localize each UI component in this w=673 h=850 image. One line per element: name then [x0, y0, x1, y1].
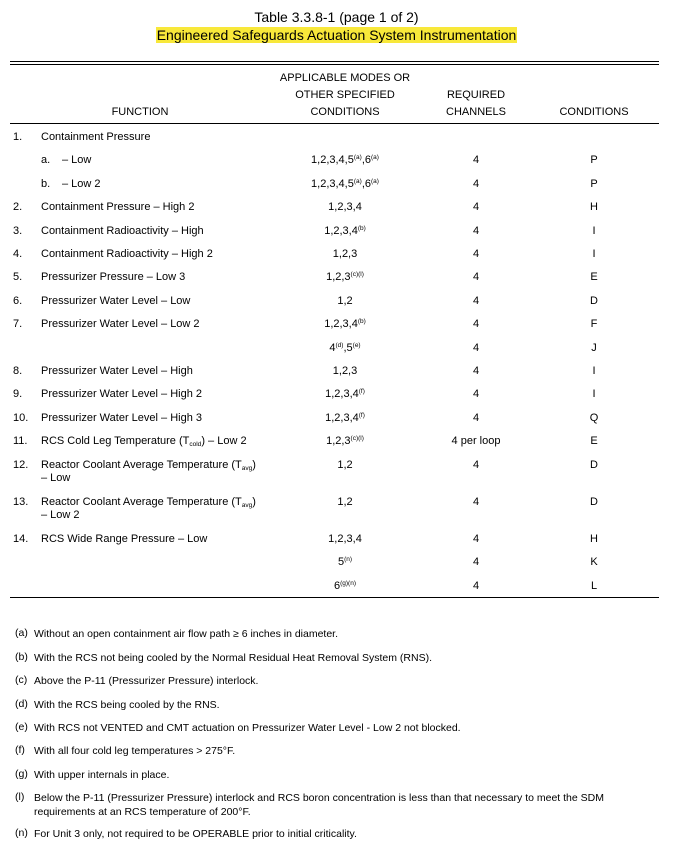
row-channels: 4: [472, 496, 480, 508]
footnote-text: With the RCS being cooled by the RNS.: [34, 699, 220, 711]
row-letter: a.: [41, 154, 51, 166]
header-modes-line2: OTHER SPECIFIED: [295, 89, 395, 101]
header-modes-line3: CONDITIONS: [310, 106, 380, 118]
row-modes: 1,2: [337, 295, 353, 307]
table-row: [0, 201, 673, 217]
row-channels: 4: [472, 248, 480, 260]
row-channels: 4: [472, 533, 480, 545]
top-rule-2: [10, 64, 659, 65]
row-modes: 1,2,3,4$^{(b)}$: [324, 318, 366, 330]
row-number: 3.: [13, 225, 23, 237]
row-function: – Low: [62, 154, 92, 166]
row-number: 7.: [13, 318, 23, 330]
table-row: [0, 295, 673, 311]
table-row: [0, 154, 673, 170]
table-row: [0, 435, 673, 451]
row-function: Pressurizer Water Level – High 3: [41, 412, 202, 424]
row-channels: 4: [472, 178, 480, 190]
footnote-label: (d): [15, 698, 28, 710]
row-channels: 4: [472, 225, 480, 237]
row-function: Pressurizer Water Level – High: [41, 365, 193, 377]
row-modes: 1,2,3,4$^{(f)}$: [325, 412, 365, 424]
top-rule-1: [10, 61, 659, 62]
row-condition: F: [590, 318, 598, 330]
footnote-label: (c): [15, 674, 28, 686]
table-row: [0, 496, 673, 526]
footnote-label: (g): [15, 768, 28, 780]
footnote-label: (b): [15, 651, 28, 663]
table-row: [0, 533, 673, 549]
row-condition: P: [590, 178, 598, 190]
row-function-line2: – Low: [41, 472, 71, 484]
row-condition: D: [590, 295, 598, 307]
table-row: [0, 248, 673, 264]
footnote-label: (l): [15, 791, 25, 803]
row-number: 2.: [13, 201, 23, 213]
table-row: [0, 225, 673, 241]
footnote-text: With the RCS not being cooled by the Normal Residual Heat Removal System (RNS).: [34, 652, 432, 664]
row-channels: 4: [472, 318, 480, 330]
row-function: Containment Pressure: [41, 131, 151, 143]
row-modes: $1,2,3^{(c)(l)}$: [326, 435, 364, 447]
row-function: RCS Cold Leg Temperature $(T_{cold})$ – Low 2: [41, 435, 247, 448]
table-row: [0, 556, 673, 572]
row-condition: J: [591, 342, 597, 354]
row-number: 9.: [13, 388, 23, 400]
row-number: 8.: [13, 365, 23, 377]
row-channels: 4: [472, 388, 480, 400]
row-number: 12.: [13, 459, 29, 471]
table-row: [0, 342, 673, 358]
table-row: [0, 580, 673, 596]
row-condition: H: [590, 201, 598, 213]
row-modes: $6^{(g)(n)}$: [333, 580, 356, 592]
row-modes: 1,2,3,4: [328, 533, 362, 545]
row-function-line2: – Low 2: [41, 509, 80, 521]
footnote-text: Without an open containment air flow path ≥ 6 inches in diameter.: [34, 628, 339, 640]
row-function: Pressurizer Water Level – High 2: [41, 388, 202, 400]
row-modes: 1,2: [337, 459, 353, 471]
row-function: Containment Radioactivity – High: [41, 225, 204, 237]
footnote-label: (n): [15, 827, 28, 839]
table-subtitle: [0, 27, 673, 43]
row-channels: 4: [472, 412, 480, 424]
row-number: 10.: [13, 412, 29, 424]
row-condition: D: [590, 496, 598, 508]
row-modes: 5$^{(n)}$: [337, 556, 353, 568]
row-condition: D: [590, 459, 598, 471]
row-modes: 4$^{(d)}$,5$^{(e)}$: [329, 342, 361, 354]
footnote-text: With upper internals in place.: [34, 769, 170, 781]
row-channels: 4: [472, 459, 480, 471]
row-modes: 1,2,3: [332, 365, 358, 377]
row-condition: L: [590, 580, 598, 592]
row-modes: 1,2,3,4: [328, 201, 362, 213]
footnote-label: (a): [15, 627, 28, 639]
footnote-label: (e): [15, 721, 28, 733]
row-number: 5.: [13, 271, 23, 283]
row-function: – Low 2: [62, 178, 101, 190]
header-modes-line1: APPLICABLE MODES OR: [279, 72, 411, 84]
row-modes: 1,2,3,4,5$^{(a)}$,6$^{(a)}$: [311, 154, 379, 166]
row-number: 13.: [13, 496, 29, 508]
row-modes: 1,2,3,4$^{(f)}$: [325, 388, 365, 400]
bottom-rule: [10, 597, 659, 598]
row-condition: E: [590, 435, 598, 447]
footnote-text: With RCS not VENTED and CMT actuation on Pressurizer Water Level - Low 2 not blocked.: [34, 722, 461, 734]
table-row: [0, 131, 673, 147]
row-number: 14.: [13, 533, 29, 545]
row-channels: 4: [472, 154, 480, 166]
header-channels-line1: REQUIRED: [446, 89, 506, 101]
row-condition: I: [592, 225, 596, 237]
row-condition: I: [592, 388, 596, 400]
row-number: 6.: [13, 295, 23, 307]
row-function: Reactor Coolant Average Temperature $(T_{avg})$: [41, 496, 256, 509]
table-row: [0, 412, 673, 428]
row-modes: $1,2,3^{(c)(l)}$: [326, 271, 364, 283]
row-condition: P: [590, 154, 598, 166]
footnote-text: For Unit 3 only, not required to be OPERABLE prior to initial criticality.: [34, 828, 357, 840]
footnote-text: With all four cold leg temperatures > 275°F.: [34, 745, 236, 757]
row-condition: K: [590, 556, 598, 568]
row-function: RCS Wide Range Pressure – Low: [41, 533, 208, 545]
row-function: Pressurizer Pressure – Low 3: [41, 271, 186, 283]
row-modes: 1,2: [337, 496, 353, 508]
header-rule: [10, 123, 659, 124]
row-condition: H: [590, 533, 598, 545]
row-number: 4.: [13, 248, 23, 260]
row-function: Pressurizer Water Level – Low: [41, 295, 191, 307]
row-number: 1.: [13, 131, 23, 143]
header-function: FUNCTION: [111, 106, 169, 118]
row-modes: 1,2,3: [332, 248, 358, 260]
header-conditions: CONDITIONS: [559, 106, 629, 118]
header-channels: [426, 87, 526, 121]
row-letter: b.: [41, 178, 51, 190]
row-condition: Q: [589, 412, 599, 424]
table-row: [0, 365, 673, 381]
row-condition: I: [592, 248, 596, 260]
row-channels: 4: [472, 556, 480, 568]
table-title: Table 3.3.8-1 (page 1 of 2): [254, 9, 419, 25]
footnote-label: (f): [15, 744, 25, 756]
row-channels: 4: [472, 295, 480, 307]
row-channels: 4: [472, 580, 480, 592]
row-modes: 1,2,3,4$^{(b)}$: [324, 225, 366, 237]
row-function: Containment Pressure – High 2: [41, 201, 195, 213]
row-channels: 4: [472, 365, 480, 377]
row-function: Reactor Coolant Average Temperature $(T_{avg})$: [41, 459, 256, 472]
row-function: Containment Radioactivity – High 2: [41, 248, 213, 260]
header-modes: [260, 70, 430, 121]
header-channels-line2: CHANNELS: [446, 106, 506, 118]
table-row: [0, 271, 673, 287]
table-row: [0, 178, 673, 194]
row-channels: 4: [472, 271, 480, 283]
footnote-text: Above the P-11 (Pressurizer Pressure) interlock.: [34, 675, 259, 687]
footnote-text: Below the P-11 (Pressurizer Pressure) interlock and RCS boron concentration is less than that necessary to meet the SDM requirements at an RCS temperature of 200°F.: [34, 792, 604, 818]
row-channels: 4 per loop: [451, 435, 501, 447]
row-function: Pressurizer Water Level – Low 2: [41, 318, 200, 330]
row-channels: 4: [472, 201, 480, 213]
row-number: 11.: [13, 435, 28, 447]
table-row: [0, 459, 673, 489]
table-row: [0, 388, 673, 404]
row-modes: 1,2,3,4,5$^{(a)}$,6$^{(a)}$: [311, 178, 379, 190]
row-channels: 4: [472, 342, 480, 354]
highlighted-subtitle: Engineered Safeguards Actuation System Instrumentation: [156, 27, 517, 43]
row-condition: E: [590, 271, 598, 283]
table-row: [0, 318, 673, 334]
row-condition: I: [592, 365, 596, 377]
